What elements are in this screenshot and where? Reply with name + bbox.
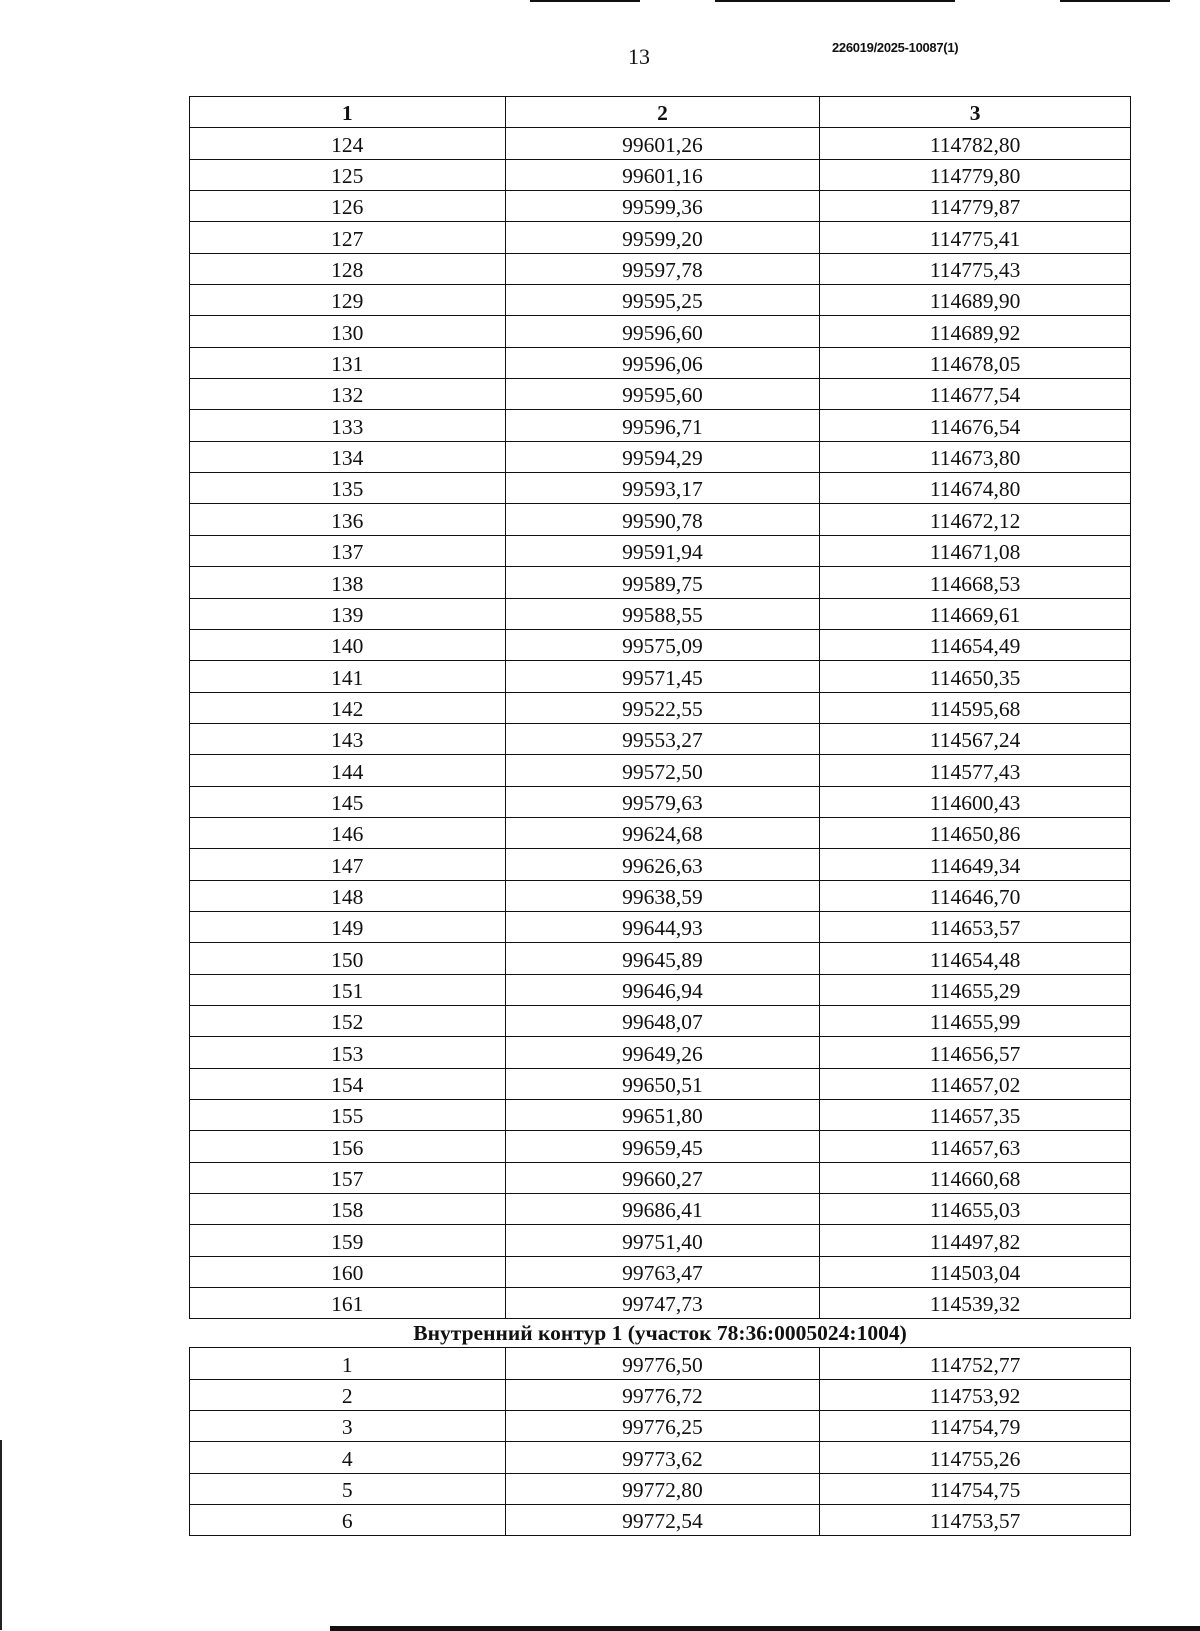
- coord-y-cell: 114655,03: [820, 1194, 1131, 1225]
- coord-y-cell: 114753,57: [820, 1505, 1131, 1536]
- point-number-cell: 160: [190, 1256, 506, 1287]
- coord-y-cell: 114567,24: [820, 723, 1131, 754]
- coord-y-cell: 114657,02: [820, 1068, 1131, 1099]
- coord-y-cell: 114595,68: [820, 692, 1131, 723]
- coord-y-cell: 114650,86: [820, 817, 1131, 848]
- table-header-row: [190, 97, 1131, 128]
- point-number-cell: 149: [190, 911, 506, 942]
- table-row: [190, 1411, 1131, 1442]
- column-header-2: 2: [505, 97, 820, 128]
- coord-y-cell: 114677,54: [820, 379, 1131, 410]
- coord-y-cell: 114752,77: [820, 1348, 1131, 1379]
- table-row: [190, 191, 1131, 222]
- point-number-cell: 155: [190, 1100, 506, 1131]
- coord-x-cell: 99595,25: [505, 285, 820, 316]
- section-title: Внутренний контур 1 (участок 78:36:0005024:1004): [190, 1319, 1131, 1348]
- point-number-cell: 152: [190, 1005, 506, 1036]
- coord-x-cell: 99594,29: [505, 441, 820, 472]
- coord-y-cell: 114668,53: [820, 567, 1131, 598]
- table-row: [190, 661, 1131, 692]
- coord-x-cell: 99595,60: [505, 379, 820, 410]
- coord-y-cell: 114656,57: [820, 1037, 1131, 1068]
- coord-y-cell: 114779,87: [820, 191, 1131, 222]
- point-number-cell: 156: [190, 1131, 506, 1162]
- coord-x-cell: 99772,54: [505, 1505, 820, 1536]
- point-number-cell: 144: [190, 755, 506, 786]
- point-number-cell: 153: [190, 1037, 506, 1068]
- coord-x-cell: 99773,62: [505, 1442, 820, 1473]
- table-row: [190, 849, 1131, 880]
- coord-x-cell: 99649,26: [505, 1037, 820, 1068]
- coord-y-cell: 114655,29: [820, 974, 1131, 1005]
- coord-x-cell: 99651,80: [505, 1100, 820, 1131]
- coord-y-cell: 114503,04: [820, 1256, 1131, 1287]
- column-header-1: 1: [190, 97, 506, 128]
- coord-y-cell: 114669,61: [820, 598, 1131, 629]
- coord-x-cell: 99575,09: [505, 629, 820, 660]
- coord-x-cell: 99660,27: [505, 1162, 820, 1193]
- coord-x-cell: 99588,55: [505, 598, 820, 629]
- point-number-cell: 135: [190, 473, 506, 504]
- coord-x-cell: 99591,94: [505, 535, 820, 566]
- table-row: [190, 441, 1131, 472]
- table-row: [190, 1442, 1131, 1473]
- table-body: [190, 128, 1131, 1536]
- point-number-cell: 2: [190, 1379, 506, 1410]
- coord-x-cell: 99772,80: [505, 1473, 820, 1504]
- table-row: [190, 1256, 1131, 1287]
- coord-x-cell: 99747,73: [505, 1288, 820, 1319]
- coord-y-cell: 114655,99: [820, 1005, 1131, 1036]
- coord-y-cell: 114577,43: [820, 755, 1131, 786]
- point-number-cell: 3: [190, 1411, 506, 1442]
- table-row: [190, 1100, 1131, 1131]
- coord-y-cell: 114689,92: [820, 316, 1131, 347]
- coord-x-cell: 99686,41: [505, 1194, 820, 1225]
- coord-y-cell: 114657,35: [820, 1100, 1131, 1131]
- table-row: [190, 786, 1131, 817]
- table-row: [190, 535, 1131, 566]
- coord-x-cell: 99776,25: [505, 1411, 820, 1442]
- table-row: [190, 1068, 1131, 1099]
- coord-x-cell: 99644,93: [505, 911, 820, 942]
- coord-y-cell: 114671,08: [820, 535, 1131, 566]
- coord-y-cell: 114676,54: [820, 410, 1131, 441]
- coord-x-cell: 99599,20: [505, 222, 820, 253]
- column-header-3: 3: [820, 97, 1131, 128]
- point-number-cell: 150: [190, 943, 506, 974]
- table-row: [190, 692, 1131, 723]
- table-row: [190, 1379, 1131, 1410]
- table-row: [190, 1505, 1131, 1536]
- coord-y-cell: 114600,43: [820, 786, 1131, 817]
- point-number-cell: 151: [190, 974, 506, 1005]
- point-number-cell: 143: [190, 723, 506, 754]
- table-row: [190, 974, 1131, 1005]
- point-number-cell: 125: [190, 159, 506, 190]
- coord-x-cell: 99648,07: [505, 1005, 820, 1036]
- coord-y-cell: 114689,90: [820, 285, 1131, 316]
- coord-x-cell: 99645,89: [505, 943, 820, 974]
- point-number-cell: 161: [190, 1288, 506, 1319]
- point-number-cell: 127: [190, 222, 506, 253]
- coord-x-cell: 99601,26: [505, 128, 820, 159]
- table-row: [190, 473, 1131, 504]
- scan-artifact-edge: [0, 1440, 2, 1630]
- table-row: [190, 629, 1131, 660]
- point-number-cell: 124: [190, 128, 506, 159]
- coord-y-cell: 114678,05: [820, 347, 1131, 378]
- coord-y-cell: 114649,34: [820, 849, 1131, 880]
- table-row: [190, 1037, 1131, 1068]
- coord-x-cell: 99646,94: [505, 974, 820, 1005]
- point-number-cell: 157: [190, 1162, 506, 1193]
- point-number-cell: 138: [190, 567, 506, 598]
- table-row: [190, 723, 1131, 754]
- coord-y-cell: 114775,43: [820, 253, 1131, 284]
- coord-y-cell: 114754,75: [820, 1473, 1131, 1504]
- point-number-cell: 136: [190, 504, 506, 535]
- coord-x-cell: 99659,45: [505, 1131, 820, 1162]
- coord-x-cell: 99522,55: [505, 692, 820, 723]
- coord-x-cell: 99626,63: [505, 849, 820, 880]
- scan-artifact-line: [1060, 0, 1170, 2]
- table-row: [190, 285, 1131, 316]
- coord-y-cell: 114674,80: [820, 473, 1131, 504]
- point-number-cell: 140: [190, 629, 506, 660]
- table-row: [190, 880, 1131, 911]
- point-number-cell: 133: [190, 410, 506, 441]
- table-header: [190, 97, 1131, 128]
- coord-x-cell: 99579,63: [505, 786, 820, 817]
- point-number-cell: 4: [190, 1442, 506, 1473]
- table-row: [190, 1194, 1131, 1225]
- coord-x-cell: 99596,06: [505, 347, 820, 378]
- coord-y-cell: 114779,80: [820, 159, 1131, 190]
- table-row: [190, 347, 1131, 378]
- coord-x-cell: 99571,45: [505, 661, 820, 692]
- table-row: [190, 817, 1131, 848]
- coord-y-cell: 114660,68: [820, 1162, 1131, 1193]
- coord-y-cell: 114753,92: [820, 1379, 1131, 1410]
- point-number-cell: 139: [190, 598, 506, 629]
- table-row: [190, 159, 1131, 190]
- point-number-cell: 5: [190, 1473, 506, 1504]
- coord-x-cell: 99599,36: [505, 191, 820, 222]
- coord-y-cell: 114775,41: [820, 222, 1131, 253]
- coord-y-cell: 114650,35: [820, 661, 1131, 692]
- coord-y-cell: 114653,57: [820, 911, 1131, 942]
- table-row: [190, 943, 1131, 974]
- point-number-cell: 154: [190, 1068, 506, 1099]
- page-number: 13: [628, 44, 650, 69]
- point-number-cell: 134: [190, 441, 506, 472]
- point-number-cell: 145: [190, 786, 506, 817]
- coord-x-cell: 99650,51: [505, 1068, 820, 1099]
- point-number-cell: 126: [190, 191, 506, 222]
- point-number-cell: 1: [190, 1348, 506, 1379]
- point-number-cell: 128: [190, 253, 506, 284]
- table-row: [190, 410, 1131, 441]
- coord-x-cell: 99601,16: [505, 159, 820, 190]
- table-row: [190, 222, 1131, 253]
- coord-x-cell: 99589,75: [505, 567, 820, 598]
- coord-x-cell: 99553,27: [505, 723, 820, 754]
- coord-x-cell: 99776,50: [505, 1348, 820, 1379]
- coord-x-cell: 99590,78: [505, 504, 820, 535]
- coord-y-cell: 114782,80: [820, 128, 1131, 159]
- coord-x-cell: 99596,60: [505, 316, 820, 347]
- table-row: [190, 1131, 1131, 1162]
- coord-x-cell: 99572,50: [505, 755, 820, 786]
- scan-artifact-line: [530, 0, 640, 2]
- coord-y-cell: 114539,32: [820, 1288, 1131, 1319]
- coord-y-cell: 114654,48: [820, 943, 1131, 974]
- point-number-cell: 132: [190, 379, 506, 410]
- point-number-cell: 137: [190, 535, 506, 566]
- point-number-cell: 131: [190, 347, 506, 378]
- scan-artifact-line: [715, 0, 955, 2]
- point-number-cell: 159: [190, 1225, 506, 1256]
- table-row: [190, 504, 1131, 535]
- point-number-cell: 142: [190, 692, 506, 723]
- table-row: [190, 1473, 1131, 1504]
- table-row: [190, 1348, 1131, 1379]
- scan-artifact-line: [330, 1626, 1200, 1631]
- point-number-cell: 6: [190, 1505, 506, 1536]
- point-number-cell: 158: [190, 1194, 506, 1225]
- point-number-cell: 146: [190, 817, 506, 848]
- coord-y-cell: 114673,80: [820, 441, 1131, 472]
- coord-y-cell: 114646,70: [820, 880, 1131, 911]
- point-number-cell: 141: [190, 661, 506, 692]
- table-row: [190, 755, 1131, 786]
- coord-x-cell: 99751,40: [505, 1225, 820, 1256]
- coord-y-cell: 114654,49: [820, 629, 1131, 660]
- coord-y-cell: 114497,82: [820, 1225, 1131, 1256]
- coordinates-table: [189, 96, 1131, 1536]
- table-row: [190, 598, 1131, 629]
- table-row: [190, 1162, 1131, 1193]
- table-row: [190, 1288, 1131, 1319]
- section-title-row: [190, 1319, 1131, 1348]
- table-row: [190, 567, 1131, 598]
- coord-x-cell: 99593,17: [505, 473, 820, 504]
- coord-x-cell: 99597,78: [505, 253, 820, 284]
- table-row: [190, 911, 1131, 942]
- coord-x-cell: 99596,71: [505, 410, 820, 441]
- coord-y-cell: 114672,12: [820, 504, 1131, 535]
- coord-y-cell: 114755,26: [820, 1442, 1131, 1473]
- table-row: [190, 1225, 1131, 1256]
- point-number-cell: 130: [190, 316, 506, 347]
- coord-y-cell: 114754,79: [820, 1411, 1131, 1442]
- point-number-cell: 147: [190, 849, 506, 880]
- table-row: [190, 128, 1131, 159]
- coord-x-cell: 99624,68: [505, 817, 820, 848]
- table-row: [190, 253, 1131, 284]
- point-number-cell: 148: [190, 880, 506, 911]
- coord-x-cell: 99776,72: [505, 1379, 820, 1410]
- coord-x-cell: 99638,59: [505, 880, 820, 911]
- table-row: [190, 316, 1131, 347]
- table-row: [190, 1005, 1131, 1036]
- table-row: [190, 379, 1131, 410]
- document-id: 226019/2025-10087(1): [832, 40, 959, 55]
- coord-y-cell: 114657,63: [820, 1131, 1131, 1162]
- coord-x-cell: 99763,47: [505, 1256, 820, 1287]
- point-number-cell: 129: [190, 285, 506, 316]
